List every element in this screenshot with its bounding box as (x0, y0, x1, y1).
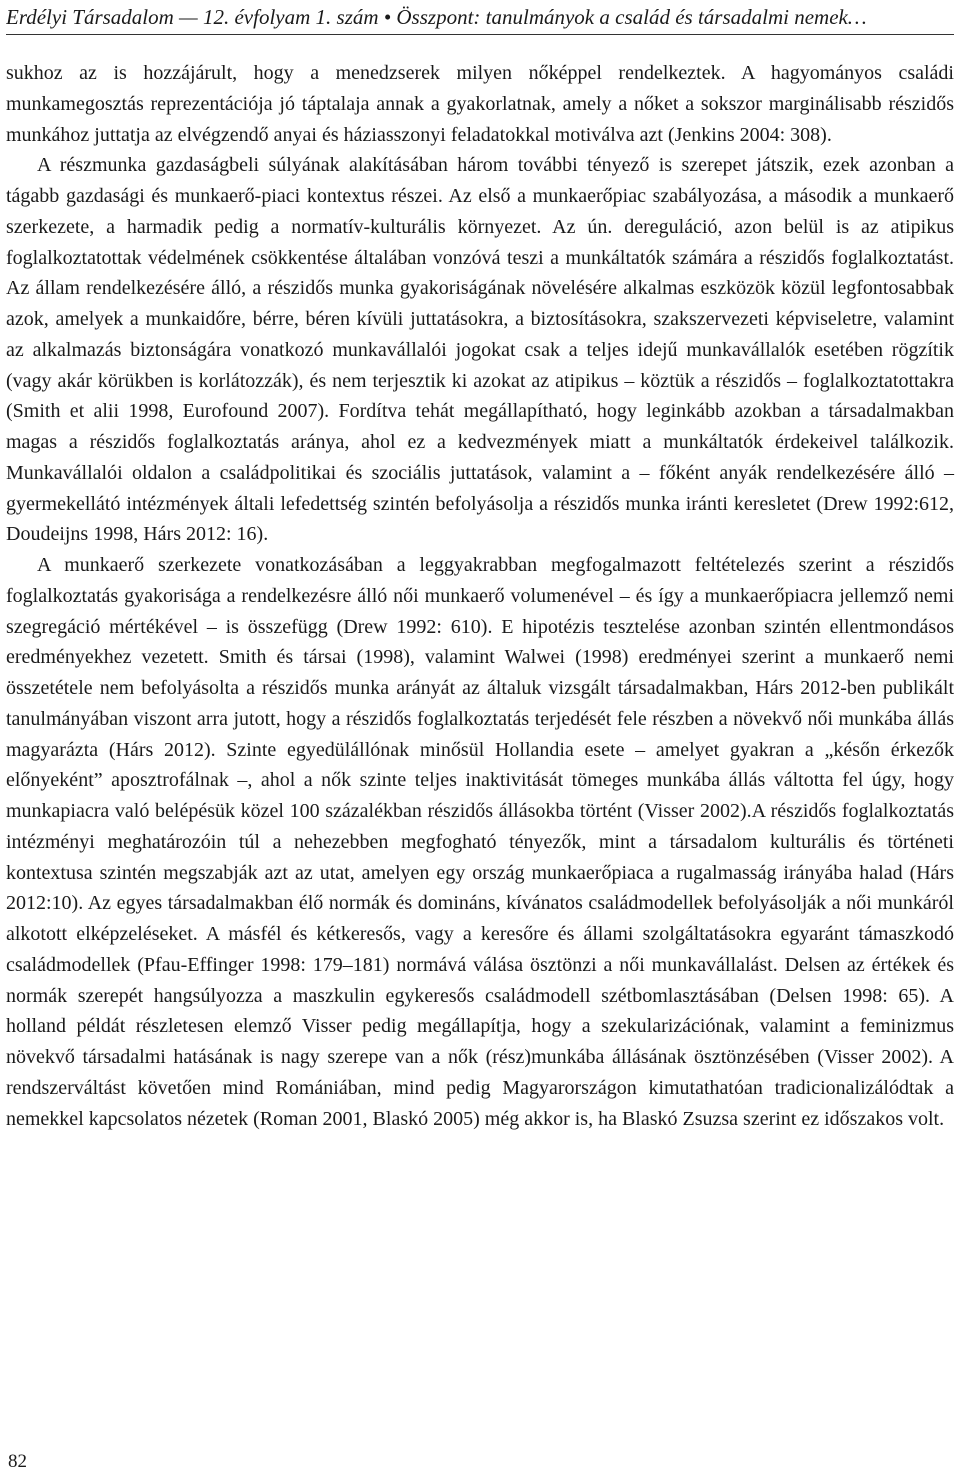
paragraph: A munkaerő szerkezete vonatkozásában a leggyakrabban megfogalmazott feltételezés szerint a részidős foglalkoztatás gyakorisága a rendelkezésre álló női munkaerő volumenével – és így a munkaerőpiacra jellemző nemi szegregáció mértékével – is összefügg (Drew 1992: 610). E hipotézis tesztelése azonban szintén ellentmondásos eredményekhez vezetett. Smith és társai (1998), valamint Walwei (1998) eredményei szerint a munkaerő nemi összetétele nem befolyásolta a részidős munka arányát az általuk vizsgált társadalmakban, Hárs 2012-ben publikált tanulmányában viszont arra jutott, hogy a részidős foglalkoztatás terjedését fele részben a növekvő női munkába állás magyarázta (Hárs 2012). Szinte egyedülállónak minősül Hollandia esete – amelyet gyakran a „későn érkezők előnyeként” aposztrofálnak –, ahol a nők szinte teljes inaktivitását tömeges munkába állás váltotta fel úgy, hogy munkapiacra való belépésük közel 100 százalékban részidős állásokba történt (Visser 2002).A részidős foglalkoztatás intézményi meghatározóin túl a nehezebben megfogható tényezők, mint a társadalom kulturális és történeti kontextusa szintén megszabják azt az utat, amelyen egy ország munkaerőpiaca a rugalmasság irányába halad (Hárs 2012:10). Az egyes társadalmakban élő normák és domináns, kívánatos családmodellek befolyásolják a női munkáról alkotott elképzeléseket. A másfél és kétkeresős, vagy a keresőre és állami szolgáltatásokra egyaránt támaszkodó családmodellek (Pfau-Effinger 1998: 179–181) normává válása ösztönzi a női munkavállalást. Delsen az értékek és normák szerepét hangsúlyozza a maszkulin egykeresős családmodell szétbomlasztásában (Delsen 1998: 65). A holland példát részletesen elemző Visser pedig megállapítja, hogy a szekularizációnak, valamint a feminizmus növekvő társadalmi hatásának is nagy szerepe van a nők (rész)munkába állásának ösztönzésében (Visser 2002). A rendszerváltást követően mind Romániában, mind pedig Magyarországon kimutathatóan tradicionalizálódtak a nemekkel kapcsolatos nézetek (Roman 2001, Blaskó 2005) még akkor is, ha Blaskó Zsuzsa szerint ez időszakos volt. (6, 554, 954, 1130)
page-number: 82 (8, 1451, 27, 1472)
body-text (6, 58, 954, 1134)
paragraph-continued: sukhoz az is hozzájárult, hogy a menedzserek milyen nőképpel rendelkeztek. A hagyományos családi munkamegosztás reprezentációja jó táptalaja annak a gyakorlatnak, amely a nőket a sokszor marginálisabb részidős munkához juttatja az elvégzendő anyai és háziasszonyi feladatokkal motiválva azt (Jenkins 2004: 308). (6, 62, 954, 146)
paragraph: A részmunka gazdaságbeli súlyának alakításában három további tényező is szerepet játszik, ezek azonban a tágabb gazdasági és munkaerő-piaci kontextus részei. Az első a munkaerőpiac szabályozása, a második a munkaerő szerkezete, a harmadik pedig a normatív-kulturális környezet. Az ún. dereguláció, azon belül is az atipikus foglalkoztatottak védelmének csökkentése általában vonzóvá teszi a munkáltatók számára a részidős foglalkoztatást. Az állam rendelkezésére álló, a részidős munka gyakoriságának növelésére alkalmas eszközök közül legfontosabbak azok, amelyek a munkaidőre, bérre, béren kívüli juttatásokra, a biztosításokra, szakszervezeti képviseletre, valamint az alkalmazás biztonságára vonatkozó munkavállalói jogokat csak a teljes idejű munkavállalók esetében rögzítik (vagy akár körükben is korlátozzák), és nem terjesztik ki azokat az atipikus – köztük a részidős – foglalkoztatottakra (Smith et alii 1998, Eurofound 2007). Fordítva tehát megállapítható, hogy leginkább azokban a társadalmakban magas a részidős foglalkoztatás aránya, ahol ez a kedvezmények miatt a munkáltatók érdekeivel találkozik. Munkavállalói oldalon a családpolitikai és szociális juttatások, valamint a – főként anyák rendelkezésére álló – gyermekellátó intézmények általi lefedettség szintén befolyásolja a részidős munka iránti keresletet (Drew 1992:612, Doudeijns 1998, Hárs 2012: 16). (6, 154, 954, 546)
running-head: Erdélyi Társadalom — 12. évfolyam 1. szám • Összpont: tanulmányok a család és társadalmi nemek… (6, 2, 954, 35)
document-page (6, 0, 954, 1477)
